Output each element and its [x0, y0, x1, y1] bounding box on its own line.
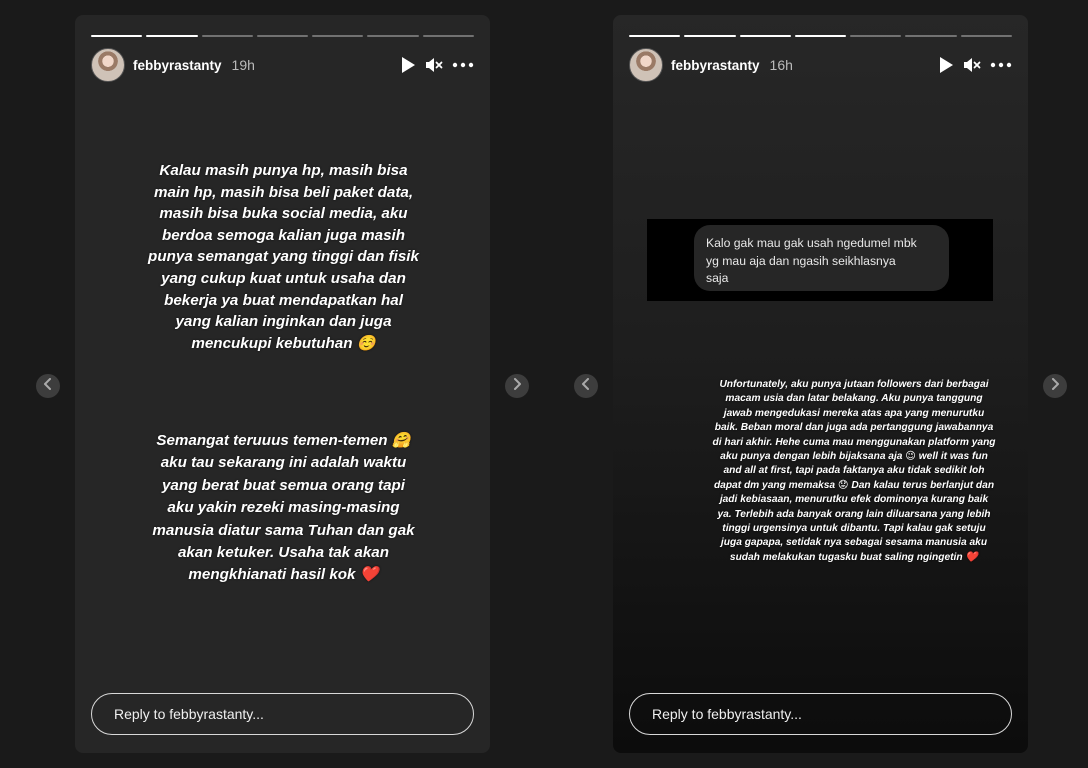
story-header: [91, 49, 474, 81]
progress-segment: [629, 35, 680, 37]
story-controls: [400, 56, 474, 74]
next-story-button[interactable]: [1043, 374, 1067, 398]
avatar[interactable]: [629, 48, 663, 82]
more-options-icon[interactable]: [452, 62, 474, 68]
reply-input[interactable]: [112, 705, 453, 723]
story-text-block: Semangat teruuus temen-temen 🤗 aku tau sekarang ini adalah waktu yang berat buat semua orang tapi aku yakin rezeki masing-masing manusia diatur sama Tuhan dan gak akan ketuker. Usaha tak akan mengkhianati hasil kok ❤️: [152, 432, 415, 584]
muted-speaker-icon[interactable]: [963, 56, 981, 74]
progress-segment: [905, 35, 956, 37]
progress-segment: [257, 35, 308, 37]
progress-segment: [423, 35, 474, 37]
progress-segment: [850, 35, 901, 37]
username[interactable]: febbyrastanty: [133, 57, 222, 73]
story-progress-bar: [629, 35, 1012, 37]
username[interactable]: febbyrastanty: [671, 57, 760, 73]
post-time: 19h: [231, 57, 255, 73]
progress-segment: [202, 35, 253, 37]
progress-segment: [367, 35, 418, 37]
progress-segment: [961, 35, 1012, 37]
play-icon[interactable]: [400, 56, 416, 74]
dm-message-text: Kalo gak mau gak usah ngedumel mbk yg mau aja dan ngasih seikhlasnya saja: [706, 236, 917, 285]
dm-message-bubble: [694, 225, 949, 291]
play-icon[interactable]: [938, 56, 954, 74]
progress-segment: [740, 35, 791, 37]
progress-segment: [312, 35, 363, 37]
progress-segment: [684, 35, 735, 37]
progress-segment: [146, 35, 197, 37]
dm-screenshot: [647, 219, 993, 301]
story-text-block: Kalau masih punya hp, masih bisa main hp, masih bisa beli paket data, masih bisa buka social media, aku berdoa semoga kalian juga masih punya semangat yang tinggi dan fisik yang cukup kuat untuk usaha dan bekerja ya buat mendapatkan hal yang kalian inginkan dan juga mencukupi kebutuhan ☺️: [148, 162, 419, 352]
more-options-icon[interactable]: [990, 62, 1012, 68]
avatar[interactable]: [91, 48, 125, 82]
dm-emoji: 😊: [657, 263, 685, 293]
progress-segment: [91, 35, 142, 37]
story-card[interactable]: [75, 15, 490, 753]
progress-segment: [795, 35, 846, 37]
reply-input[interactable]: [650, 705, 991, 723]
story-progress-bar: [91, 35, 474, 37]
prev-story-button[interactable]: [574, 374, 598, 398]
chevron-right-icon: [512, 377, 522, 395]
story-header: [629, 49, 1012, 81]
chevron-left-icon: [581, 377, 591, 395]
chevron-right-icon: [1050, 377, 1060, 395]
muted-speaker-icon[interactable]: [425, 56, 443, 74]
story-card[interactable]: [613, 15, 1028, 753]
reply-box[interactable]: [629, 693, 1012, 735]
chevron-left-icon: [43, 377, 53, 395]
post-time: 16h: [769, 57, 793, 73]
next-story-button[interactable]: [505, 374, 529, 398]
story-text-block: Unfortunately, aku punya jutaan followers dari berbagai macam usia dan latar belakang. Aku punya tanggung jawab mengedukasi mereka atas apa yang menurutku baik. Beban moral dan juga ada pertanggung jawabannya di hari akhir. Hehe cuma mau menggunakan platform yang aku punya dengan lebih bijaksana aja 😉 well it was fun and all at first, tapi pada faktanya aku tidak sedikit loh dapat dm yang memaksa 😟 Dan kalau terus berlanjut dan jadi kebiasaan, menurutku efek dominonya kurang baik ya. Terlebih ada banyak orang lain diluarsana yang lebih tinggi urgensinya untuk dibantu. Tapi kalau gak setuju juga gapapa, setidak nya sebagai sesama manusia aku sudah melakukan tugasku buat saling ngingetin ❤️: [712, 379, 996, 563]
prev-story-button[interactable]: [36, 374, 60, 398]
story-controls: [938, 56, 1012, 74]
reply-box[interactable]: [91, 693, 474, 735]
